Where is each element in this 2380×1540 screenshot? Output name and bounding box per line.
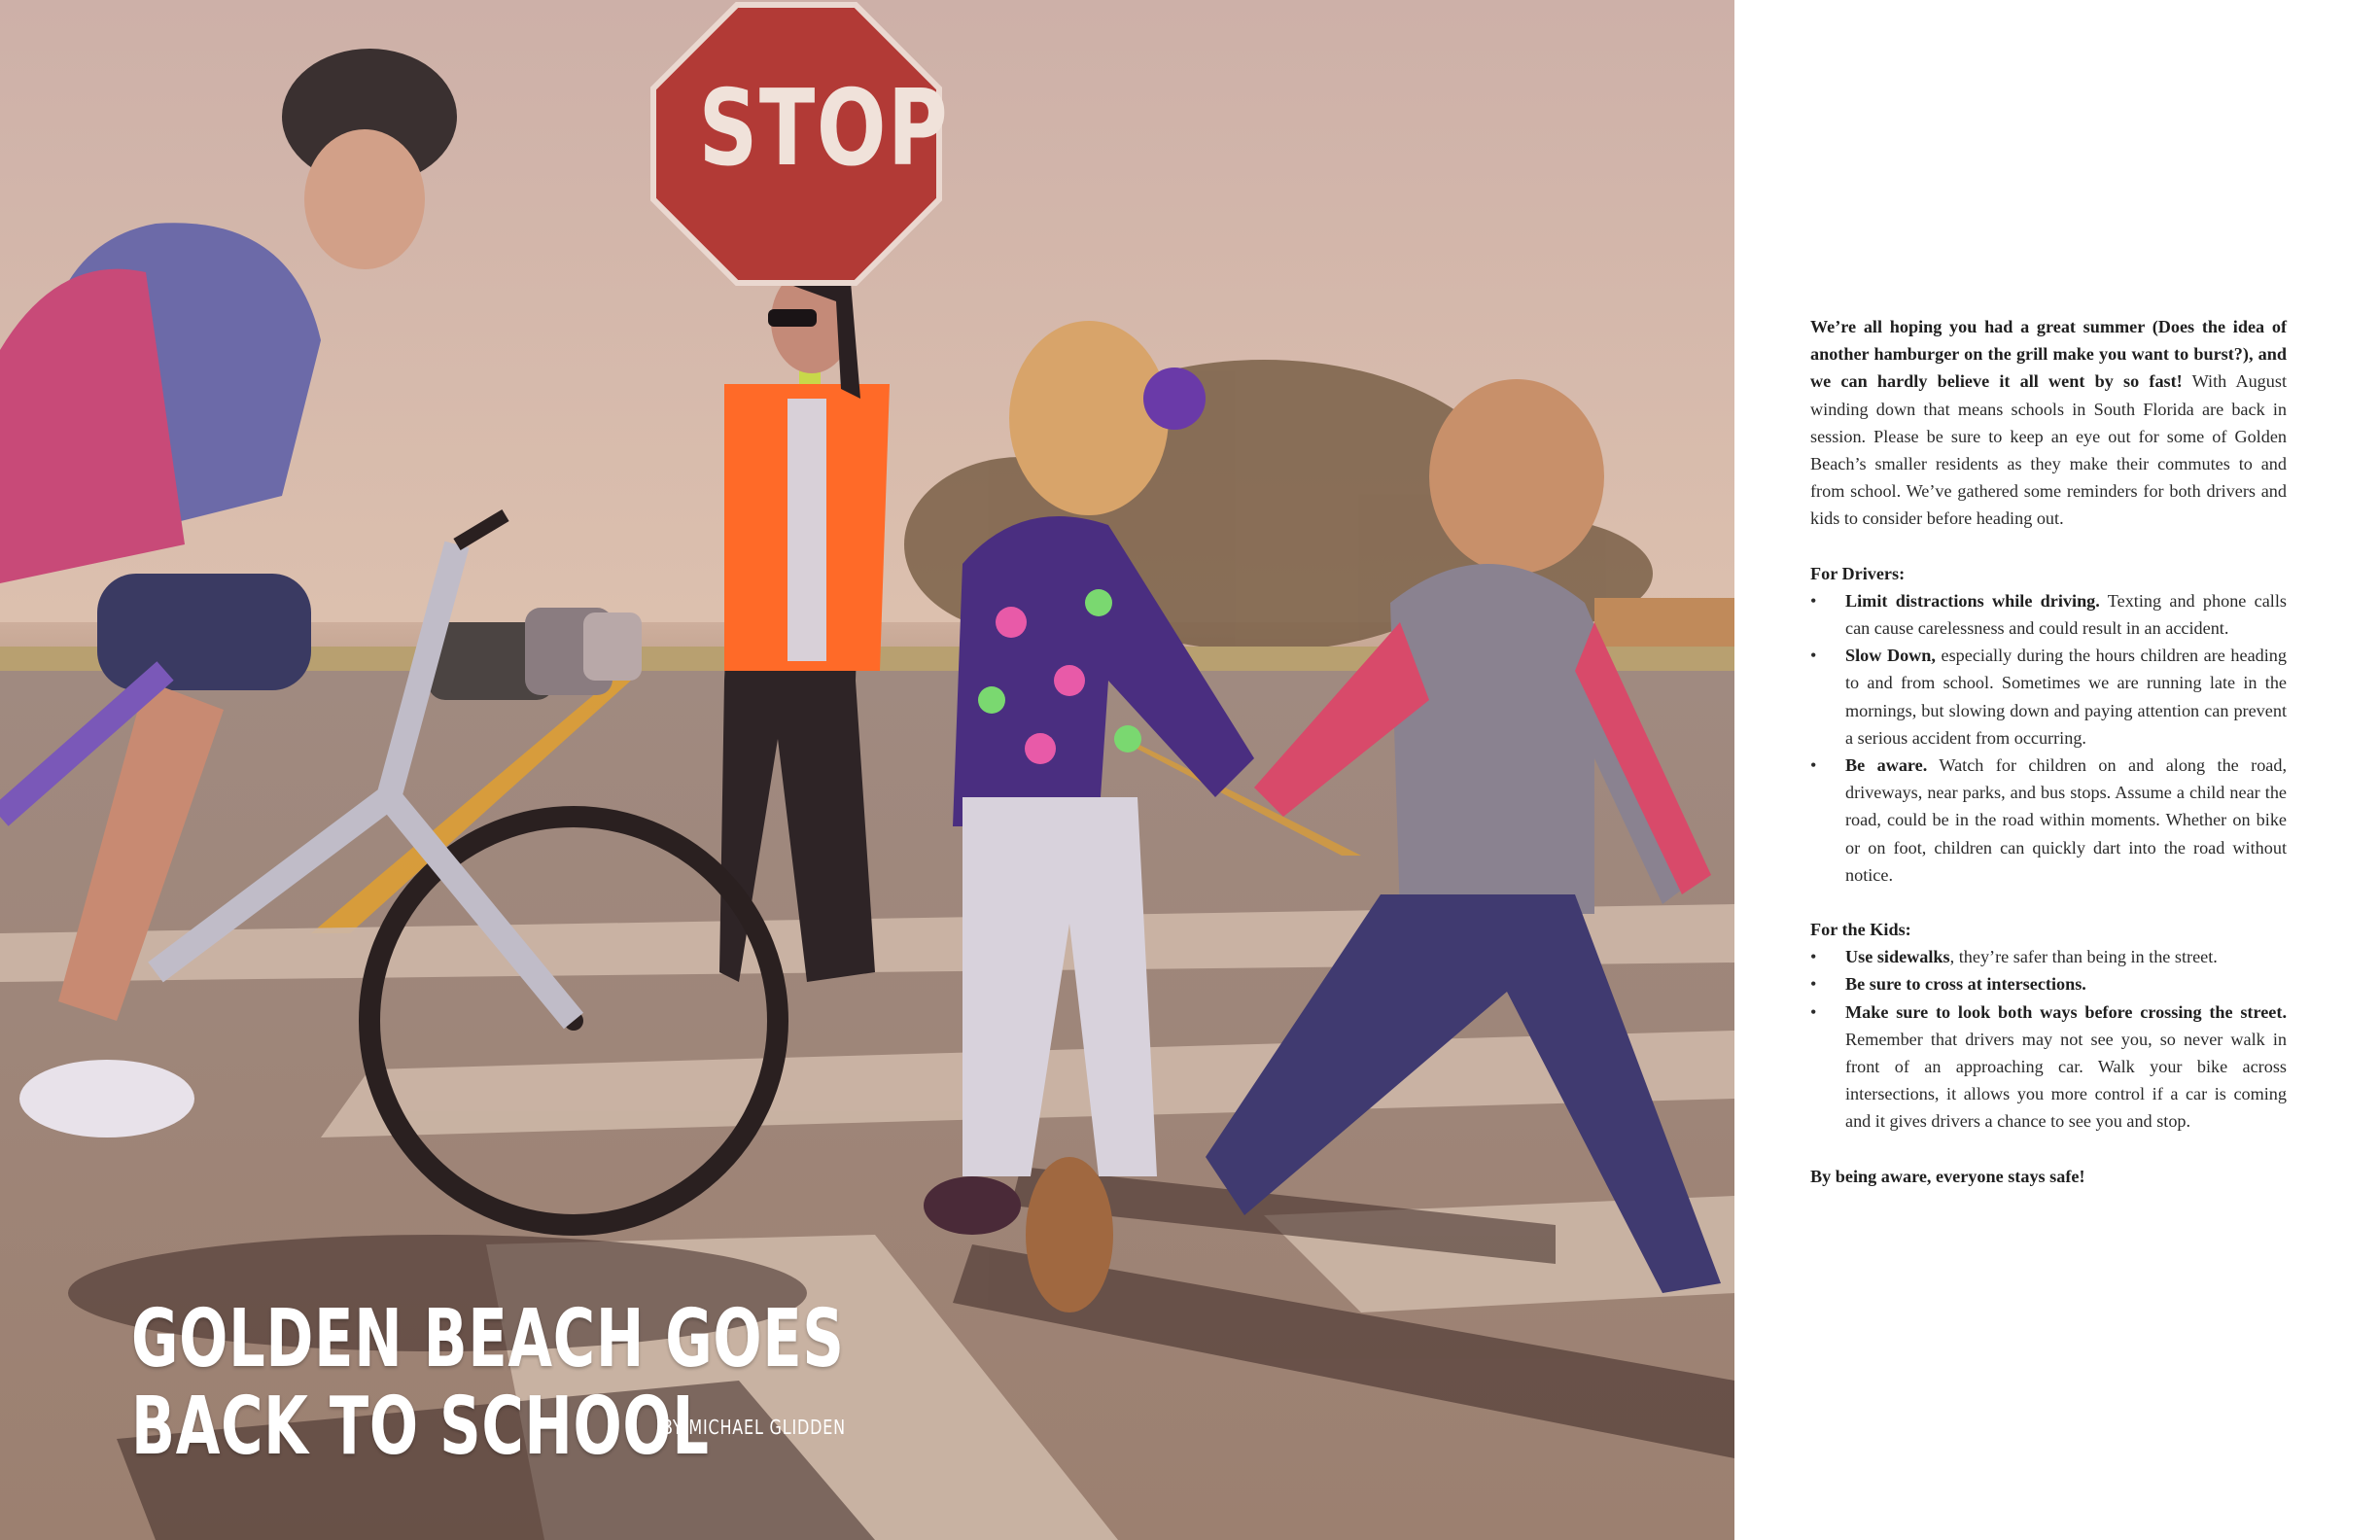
- byline: BY MICHAEL GLIDDEN: [662, 1416, 846, 1439]
- intro-paragraph: [1810, 313, 2287, 533]
- drivers-list: [1810, 587, 2287, 889]
- closing-line: By being aware, everyone stays safe!: [1810, 1166, 2085, 1186]
- list-item: [1810, 587, 2287, 642]
- bullet-icon: •: [1810, 646, 1817, 666]
- bullet-icon: •: [1810, 590, 1817, 611]
- item-text: , they’re safer than being in the street.: [1949, 947, 2218, 967]
- bullet-icon: •: [1810, 974, 1817, 995]
- item-text: Watch for children on and along the road, driveways, near parks, and bus stops. Assume a child near the road, could be in the road within moments. Whether on bike or on foot, children can quickly dart into the road without notice.: [1845, 755, 2288, 885]
- bullet-icon: •: [1810, 1001, 1817, 1022]
- item-bold: Be aware.: [1845, 755, 1928, 776]
- list-item: [1810, 752, 2287, 889]
- list-item: [1810, 943, 2287, 970]
- intro-bold: We’re all hoping you had a great summer (Does the idea of another hamburger on the grill make you want to burst?), and we can hardly believe it all went by so fast!: [1810, 317, 2287, 392]
- item-text: Texting and phone calls can cause carelessness and could result in an accident.: [1845, 590, 2287, 639]
- headline-line-2: BACK TO SCHOOL: [131, 1381, 710, 1473]
- list-item: [1810, 642, 2287, 752]
- intro-text: With August winding down that means schools in South Florida are back in session. Please be sure to keep an eye out for some of Golden Beach’s smaller residents as they make their commutes to and from school. We’ve gathered some reminders for both drivers and kids to consider before heading out.: [1810, 371, 2287, 529]
- item-bold: Make sure to look both ways before crossing the street.: [1845, 1001, 2287, 1022]
- item-text: Remember that drivers may not see you, so never walk in front of an approaching car. Walk your bike across intersections, it allows you more control if a car is coming and it gives drivers a chance to see you and stop.: [1845, 1029, 2287, 1132]
- item-bold: Use sidewalks: [1845, 947, 1950, 967]
- bullet-icon: •: [1810, 947, 1817, 967]
- article-body: [1810, 313, 2287, 1190]
- list-item: [1810, 998, 2287, 1136]
- kids-list: [1810, 943, 2287, 1135]
- item-bold: Limit distractions while driving.: [1845, 590, 2100, 611]
- item-text: especially during the hours children are heading to and from school. Sometimes we are running late in the mornings, but slowing down and paying attention can prevent a serious accident from occurring.: [1845, 646, 2287, 748]
- bullet-icon: •: [1810, 755, 1817, 776]
- item-bold: Slow Down,: [1845, 646, 1936, 666]
- kids-heading: For the Kids:: [1810, 920, 1911, 940]
- drivers-heading: For Drivers:: [1810, 563, 1906, 583]
- headline-line-1: GOLDEN BEACH GOES: [131, 1293, 845, 1385]
- item-bold: Be sure to cross at intersections.: [1845, 974, 2086, 995]
- list-item: [1810, 970, 2287, 998]
- headline: [131, 1293, 845, 1473]
- stop-sign-label: STOP: [698, 68, 950, 190]
